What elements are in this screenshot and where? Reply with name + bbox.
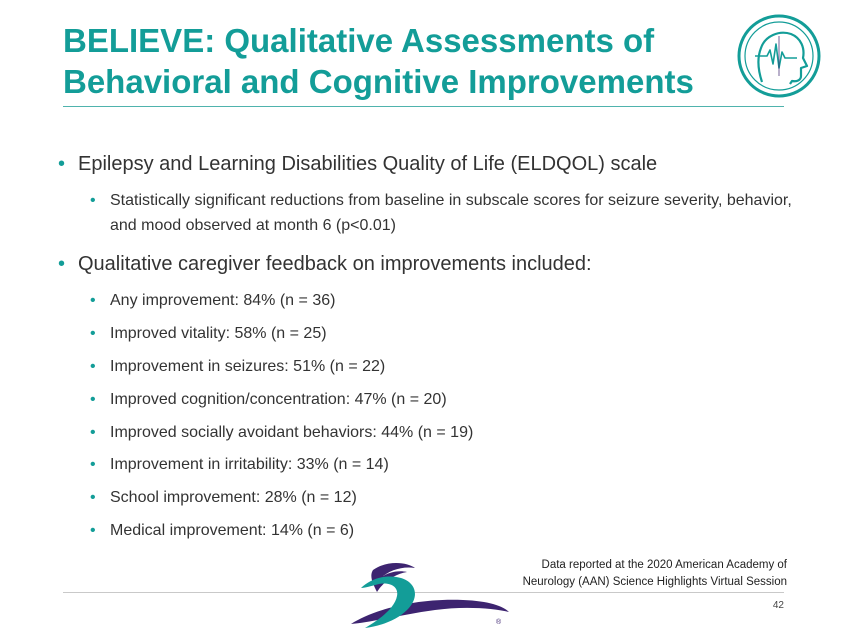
sub-bullet-dot: •: [90, 456, 96, 474]
sub-bullet-text: Any improvement: 84% (n = 36): [110, 292, 336, 309]
slide-title: [63, 20, 723, 102]
sub-bullet-dot: •: [90, 489, 96, 507]
sub-bullet-dot: •: [90, 292, 96, 309]
sub-bullet-dot: •: [90, 324, 96, 342]
sub-bullet-text: Improvement in irritability: 33% (n = 14): [110, 456, 389, 474]
sub-bullet-seizures: [58, 354, 798, 379]
title-divider: [63, 106, 784, 107]
sub-bullet-medical: [58, 518, 798, 543]
sub-bullet-text: Improvement in seizures: 51% (n = 22): [110, 357, 386, 375]
sub-bullet-text: Statistically significant reductions from baseline in subscale scores for seizure severity, behavior, and mood observed at month 6 (p<0.01): [110, 192, 792, 234]
footnote-line-2: Neurology (AAN) Science Highlights Virtual Session: [522, 576, 787, 588]
sub-bullet-school: [58, 485, 798, 510]
title-line-2: Behavioral and Cognitive Improvements: [63, 63, 694, 100]
bullet-list: [58, 150, 798, 551]
sub-bullet-text: Medical improvement: 14% (n = 6): [110, 522, 355, 540]
bullet-text: Epilepsy and Learning Disabilities Quality of Life (ELDQOL) scale: [78, 153, 658, 175]
bullet-text: Qualitative caregiver feedback on improvements included:: [78, 253, 592, 275]
sub-bullet-dot: •: [90, 390, 96, 408]
page-number: 42: [772, 600, 784, 611]
sub-bullet-vitality: [58, 321, 798, 346]
sub-bullet-text: Improved socially avoidant behaviors: 44% (n = 19): [110, 423, 474, 441]
sub-bullet-social: [58, 420, 798, 445]
company-swoosh-logo-icon: [343, 558, 513, 630]
sub-bullet-text: Improved cognition/concentration: 47% (n = 20): [110, 390, 447, 408]
footnote-line-1: Data reported at the 2020 American Academy of: [541, 559, 787, 571]
footnote: [523, 557, 787, 591]
title-line-1: BELIEVE: Qualitative Assessments of: [63, 22, 655, 59]
sub-bullet-text: School improvement: 28% (n = 12): [110, 489, 357, 507]
head-brain-logo-icon: [735, 12, 823, 100]
sub-bullet-dot: •: [90, 357, 96, 375]
bullet-dot: •: [58, 253, 66, 275]
bullet-dot: •: [58, 153, 66, 175]
sub-bullet-dot: •: [90, 192, 96, 209]
sub-bullet-dot: •: [90, 423, 96, 441]
sub-bullet-irritability: [58, 452, 798, 477]
registered-mark: ®: [496, 619, 502, 626]
sub-bullet-cognition: [58, 387, 798, 412]
sub-bullet-dot: •: [90, 522, 96, 540]
sub-bullet-any-improvement: [58, 288, 798, 313]
bullet-caregiver-feedback: [58, 250, 798, 278]
bullet-eldqol: [58, 150, 798, 178]
sub-bullet-text: Improved vitality: 58% (n = 25): [110, 324, 327, 342]
sub-bullet-eldqol-result: [58, 188, 798, 238]
